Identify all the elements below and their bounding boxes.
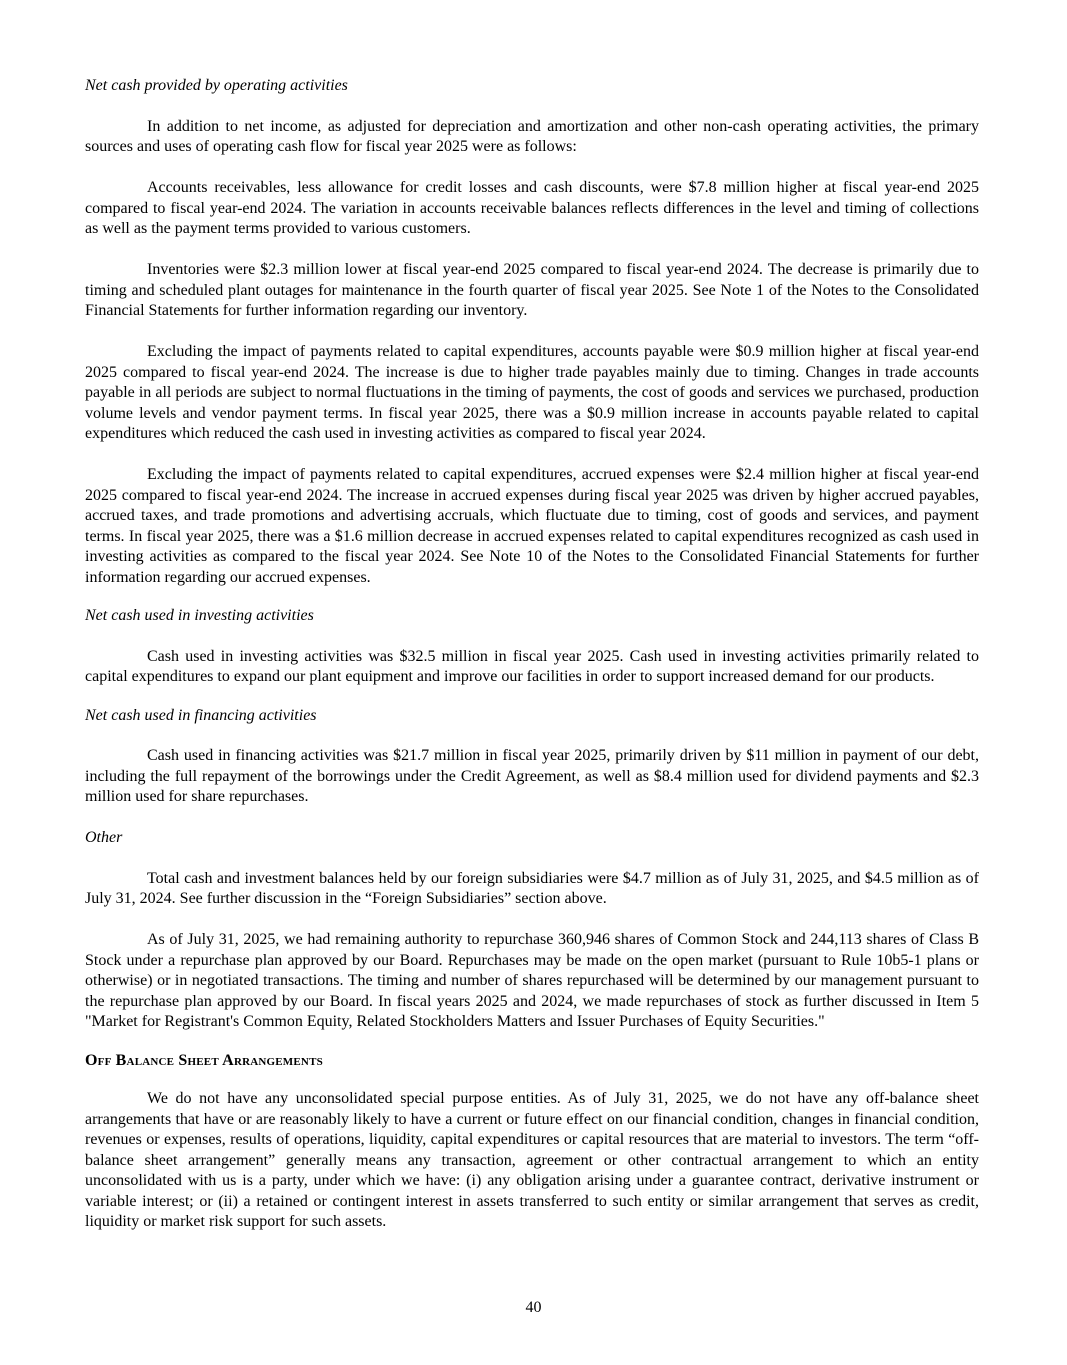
other-paragraph-repurchase: As of July 31, 2025, we had remaining authority to repurchase 360,946 shares of Common Stock and 244,113 shares of Class B Stock under a repurchase plan approved by our Board. Repurchases may be made on the open market (pursuant to Rule 10b5-1 plans or otherwise) or in negotiated transactions. The timing and number of shares repurchased will be determined by our management pursuant to the repurchase plan approved by our Board. In fiscal years 2025 and 2024, we made repurchases of stock as further discussed in Item 5 "Market for Registrant's Common Equity, Related Stockholders Matters and Issuer Purchases of Equity Securities." (85, 931, 979, 1030)
operating-activities-heading: Net cash provided by operating activities (85, 77, 348, 94)
financing-paragraph: Cash used in financing activities was $21.7 million in fiscal year 2025, primarily driven by $11 million in payment of our debt, including the full repayment of the borrowings under the Credit Agreement, as well as $8.4 million used for dividend payments and $2.3 million used for share repurchases. (85, 747, 979, 805)
operating-paragraph-accrued-expenses: Excluding the impact of payments related to capital expenditures, accrued expenses were $2.4 million higher at fiscal year-end 2025 compared to fiscal year-end 2024. The increase in accrued expenses during fiscal year 2025 was driven by higher accrued payables, accrued taxes, and trade promotions and advertising accruals, which fluctuate due to timing, cost of goods and services, and payment terms. In fiscal year 2025, there was a $1.6 million decrease in accrued expenses related to capital expenditures recognized as cash used in investing activities as compared to the fiscal year 2024. See Note 10 of the Notes to the Consolidated Financial Statements for further information regarding our accrued expenses. (85, 466, 979, 586)
investing-paragraph: Cash used in investing activities was $32.5 million in fiscal year 2025. Cash used in investing activities primarily related to capital expenditures to expand our plant equipment and improve our facilities in order to support increased demand for our products. (85, 647, 979, 685)
financing-activities-heading: Net cash used in financing activities (85, 706, 317, 724)
off-balance-sheet-heading: Off Balance Sheet Arrangements (85, 1051, 323, 1069)
other-heading: Other (85, 829, 123, 846)
off-balance-sheet-paragraph: We do not have any unconsolidated special purpose entities. As of July 31, 2025, we do not have any off-balance sheet arrangements that have or are reasonably likely to have a current or future effect on our financial condition, changes in financial condition, revenues or expenses, results of operations, liquidity, capital expenditures or capital resources that are material to investors. The term “off-balance sheet arrangement” generally means any transaction, agreement or other contractual arrangement to which an entity unconsolidated with us is a party, under which we have: (i) any obligation arising under a guarantee contract, derivative instrument or variable interest; or (ii) a retained or contingent interest in assets transferred to such entity or similar arrangement that serves as credit, liquidity or market risk support for such assets. (85, 1090, 979, 1230)
page-number: 40 (525, 1299, 542, 1316)
document-page (85, 76, 979, 1253)
operating-paragraph-inventories: Inventories were $2.3 million lower at fiscal year-end 2025 compared to fiscal year-end 2024. The decrease is primarily due to timing and scheduled plant outages for maintenance in the fourth quarter of fiscal year 2025. See Note 1 of the Notes to the Consolidated Financial Statements for further information regarding our inventory. (85, 261, 979, 319)
operating-paragraph-intro: In addition to net income, as adjusted for depreciation and amortization and other non-cash operating activities, the primary sources and uses of operating cash flow for fiscal year 2025 were as follows: (85, 117, 979, 155)
operating-paragraph-receivables: Accounts receivables, less allowance for credit losses and cash discounts, were $7.8 million higher at fiscal year-end 2025 compared to fiscal year-end 2024. The variation in accounts receivable balances reflects differences in the level and timing of collections as well as the payment terms provided to various customers. (85, 179, 979, 237)
other-paragraph-foreign-cash: Total cash and investment balances held by our foreign subsidiaries were $4.7 million as of July 31, 2025, and $4.5 million as of July 31, 2024. See further discussion in the “Foreign Subsidiaries” section above. (85, 869, 979, 907)
investing-activities-heading: Net cash used in investing activities (85, 607, 314, 624)
operating-paragraph-accounts-payable: Excluding the impact of payments related to capital expenditures, accounts payable were $0.9 million higher at fiscal year-end 2025 compared to fiscal year-end 2024. The increase is due to higher trade payables mainly due to timing. Changes in trade accounts payable in all periods are subject to normal fluctuations in the timing of payments, the cost of goods and services we purchased, production volume levels and vendor payment terms. In fiscal year 2025, there was a $0.9 million increase in accounts payable related to capital expenditures which reduced the cash used in investing activities as compared to fiscal year 2024. (85, 343, 979, 442)
